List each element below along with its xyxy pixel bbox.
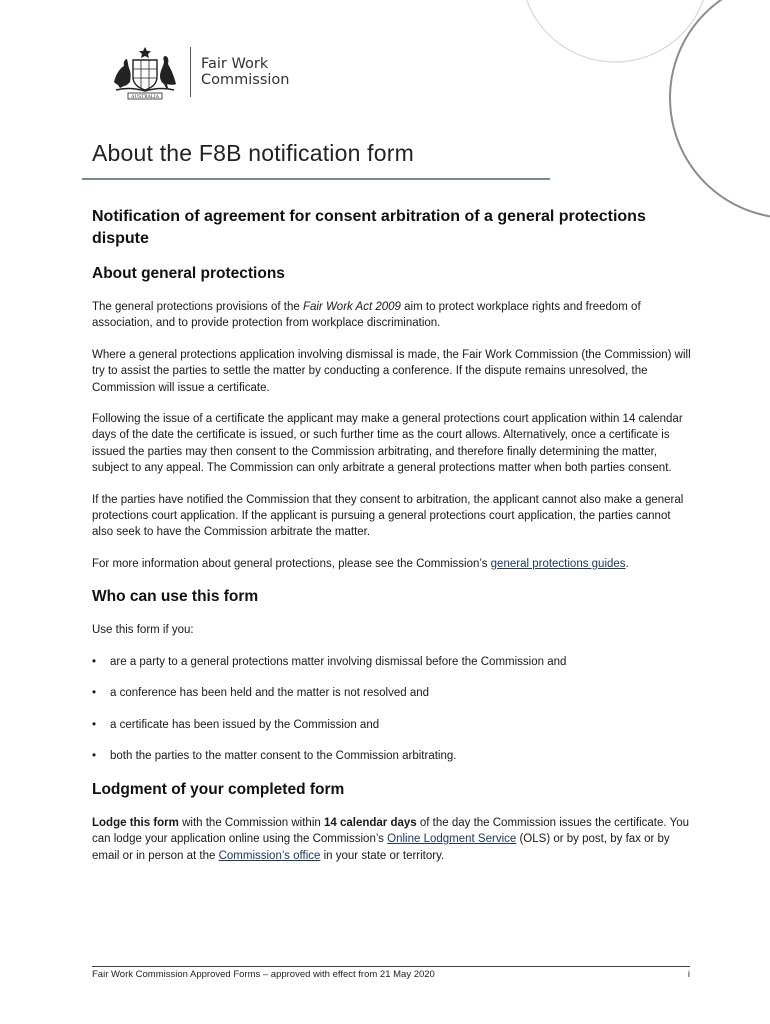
eligibility-list — [92, 654, 692, 765]
logo-name-line2: Commission — [201, 72, 290, 88]
page-number: i — [687, 969, 690, 980]
logo-divider — [190, 47, 191, 97]
online-lodgment-service-link[interactable]: Online Lodgment Service — [387, 833, 517, 846]
about-paragraph-3: Following the issue of a certificate the applicant may make a general protections court application within 14 calendar days of the date the certificate is issued, or such further time as the court allows. Alternatively, once a certificate is issued the parties may then consent to the Commission arbitrating, and therefore finally determining the matter, subject to any appeal. The Commission can only arbitrate a general protections matter when both parties consent. — [92, 413, 683, 475]
about-paragraph-2: Where a general protections application involving dismissal is made, the Fair Work Commission (the Commission) will try to assist the parties to settle the matter by conducting a conference. If the dispute remains unresolved, the Commission will issue a certificate. — [92, 348, 691, 394]
footer-rule — [92, 966, 690, 967]
lodgment-paragraph: Lodge this form with the Commission within 14 calendar days of the day the Commission issues the certificate. You can lodge your application online using the Commission’s Online Lodgment Service (OLS) or by post, by fax or by email or in person at the Commission’s office in your state or territory. — [92, 816, 689, 862]
about-heading: About general protections — [92, 265, 285, 282]
list-item: • both the parties to the matter consent to the Commission arbitrating. — [92, 748, 692, 764]
crest-label: AUSTRALIA — [131, 95, 159, 100]
document-body — [92, 206, 692, 879]
coat-of-arms-icon — [108, 44, 182, 100]
title-underline — [82, 178, 550, 180]
list-item: • a conference has been held and the matter is not resolved and — [92, 685, 692, 701]
act-name: Fair Work Act 2009 — [302, 301, 401, 313]
general-protections-guides-link[interactable]: general protections guides — [490, 557, 626, 570]
logo-name-line1: Fair Work — [201, 56, 269, 72]
who-intro: Use this form if you: — [92, 624, 194, 637]
fair-work-commission-logo — [108, 44, 289, 100]
lodgment-heading: Lodgment of your completed form — [92, 780, 345, 798]
who-heading: Who can use this form — [92, 588, 259, 606]
commission-office-link[interactable]: Commission’s office — [218, 849, 321, 862]
logo-text — [201, 56, 289, 88]
about-paragraph-5: For more information about general protections, please see the Commission’s general protections guides. — [92, 557, 629, 570]
list-item: • a certificate has been issued by the Commission and — [92, 717, 692, 733]
about-paragraph-1: The general protections provisions of the Fair Work Act 2009 aim to protect workplace rights and freedom of association, and to provide protection from workplace discrimination. — [92, 301, 641, 330]
page-footer — [92, 969, 690, 980]
form-subtitle: Notification of agreement for consent arbitration of a general protections dispute — [92, 208, 646, 247]
list-item: • are a party to a general protections matter involving dismissal before the Commission and — [92, 654, 692, 670]
footer-text: Fair Work Commission Approved Forms – approved with effect from 21 May 2020 — [92, 969, 435, 980]
page-title: About the F8B notification form — [92, 140, 414, 166]
about-paragraph-4: If the parties have notified the Commission that they consent to arbitration, the applicant cannot also make a general protections court application. If the applicant is pursuing a general protections court application, the parties cannot also seek to have the Commission arbitrate the matter. — [92, 493, 684, 539]
